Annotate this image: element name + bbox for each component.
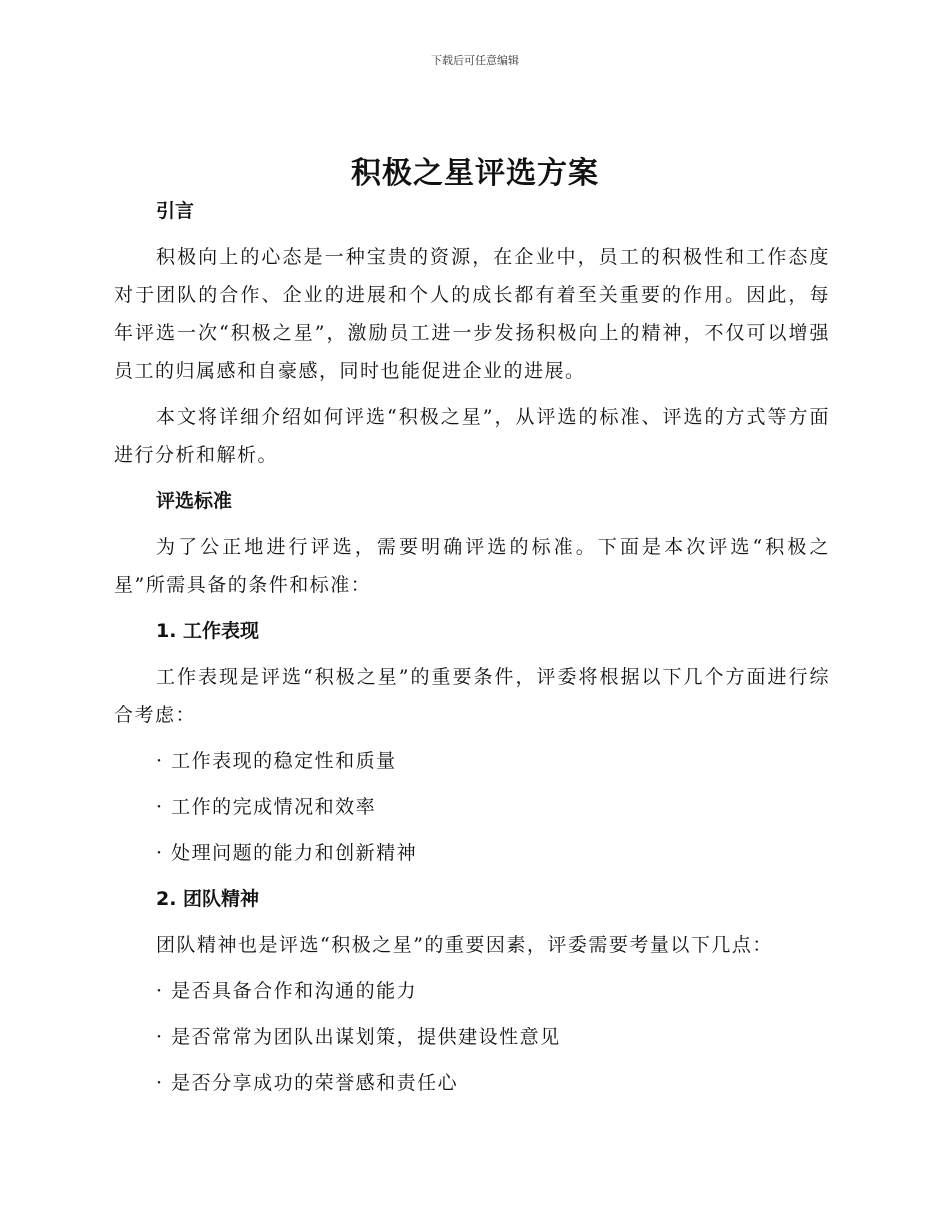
- list-item: · 工作表现的稳定性和质量: [156, 750, 397, 772]
- paragraph-criteria-1: 为了公正地进行评选，需要明确评选的标准。下面是本次评选“积极之星”所需具备的条件和标准：: [114, 536, 830, 596]
- paragraph-intro-2: 本文将详细介绍如何评选“积极之星”，从评选的标准、评选的方式等方面进行分析和解析。: [114, 406, 830, 466]
- list-item: · 是否具备合作和沟通的能力: [156, 980, 418, 1002]
- page-title: 积极之星评选方案: [351, 156, 599, 191]
- section-heading-criteria: 评选标准: [156, 490, 233, 512]
- section-heading-intro: 引言: [156, 200, 195, 222]
- paragraph-intro-1: 积极向上的心态是一种宝贵的资源，在企业中，员工的积极性和工作态度对于团队的合作、企业的进展和个人的成长都有着至关重要的作用。因此，每年评选一次“积极之星”，激励员工进一步发扬积极向上的精神，不仅可以增强员工的归属感和自豪感，同时也能促进企业的进展。: [114, 246, 830, 382]
- list-item: · 是否分享成功的荣誉感和责任心: [156, 1072, 459, 1094]
- list-item: · 工作的完成情况和效率: [156, 796, 377, 818]
- paragraph-work-1: 工作表现是评选“积极之星”的重要条件，评委将根据以下几个方面进行综合考虑：: [114, 666, 830, 726]
- list-item: · 是否常常为团队出谋划策，提供建设性意见: [156, 1026, 561, 1048]
- header-note: 下载后可任意编辑: [431, 54, 519, 67]
- document-body: [114, 192, 830, 1110]
- paragraph-team-1: 团队精神也是评选“积极之星”的重要因素，评委需要考量以下几点：: [156, 934, 773, 956]
- section-heading-work: 1. 工作表现: [156, 620, 260, 642]
- section-heading-team: 2. 团队精神: [156, 888, 260, 910]
- list-item: · 处理问题的能力和创新精神: [156, 842, 418, 864]
